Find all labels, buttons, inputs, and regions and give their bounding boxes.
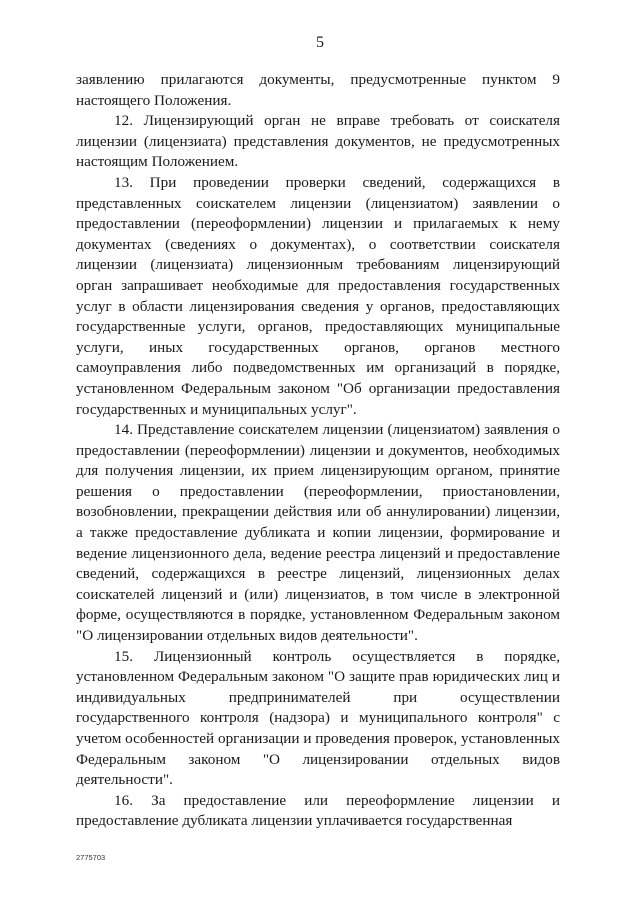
paragraph-14: 14. Представление соискателем лицензии (лицензиатом) заявления о предоставлении (переоформлении) лицензии и документов, необходимых для получения лицензии, их прием лицензирующим органом, принятие решения о предоставлении (переоформлении, приостановлении, возобновлении, прекращении действия или об аннулировании) лицензии, а также предоставление дубликата и копии лицензии, формирование и ведение лицензионного дела, ведение реестра лицензий и предоставление сведений, содержащихся в реестре лицензий, лицензионных делах соискателей лицензий и (или) лицензиатов, в том числе в электронной форме, осуществляются в порядке, установленном Федеральным законом "О лицензировании отдельных видов деятельности". — [76, 421, 560, 645]
paragraph-13: 13. При проведении проверки сведений, содержащихся в представленных соискателем лицензии (лицензиатом) заявлении о предоставлении (переоформлении) лицензии и прилагаемых к нему документах (сведениях о документах), о соответствии соискателя лицензии (лицензиата) лицензионным требованиям лицензирующий орган запрашивает необходимые для предоставления государственных услуг в области лицензирования сведения у органов, предоставляющих государственные услуги, органов, предоставляющих муниципальные услуги, иных государственных органов, органов местного самоуправления либо подведомственных им организаций в порядке, установленном Федеральным законом "Об организации предоставления государственных и муниципальных услуг". — [76, 173, 560, 418]
paragraph-12: 12. Лицензирующий орган не вправе требовать от соискателя лицензии (лицензиата) представления документов, не предусмотренных настоящим Положением. — [76, 112, 560, 171]
document-code: 2775703 — [76, 853, 106, 862]
page-number: 5 — [316, 34, 324, 51]
paragraph-16: 16. За предоставление или переоформление лицензии и предоставление дубликата лицензии уплачивается государственная — [76, 791, 560, 830]
document-body — [76, 70, 560, 832]
paragraph-continuation: заявлению прилагаются документы, предусмотренные пунктом 9 настоящего Положения. — [76, 71, 560, 109]
paragraph-15: 15. Лицензионный контроль осуществляется в порядке, установленном Федеральным законом "О защите прав юридических лиц и индивидуальных предпринимателей при осуществлении государственного контроля (надзора) и муниципального контроля" с учетом особенностей организации и проведения проверок, установленных Федеральным законом "О лицензировании отдельных видов деятельности". — [76, 647, 560, 789]
